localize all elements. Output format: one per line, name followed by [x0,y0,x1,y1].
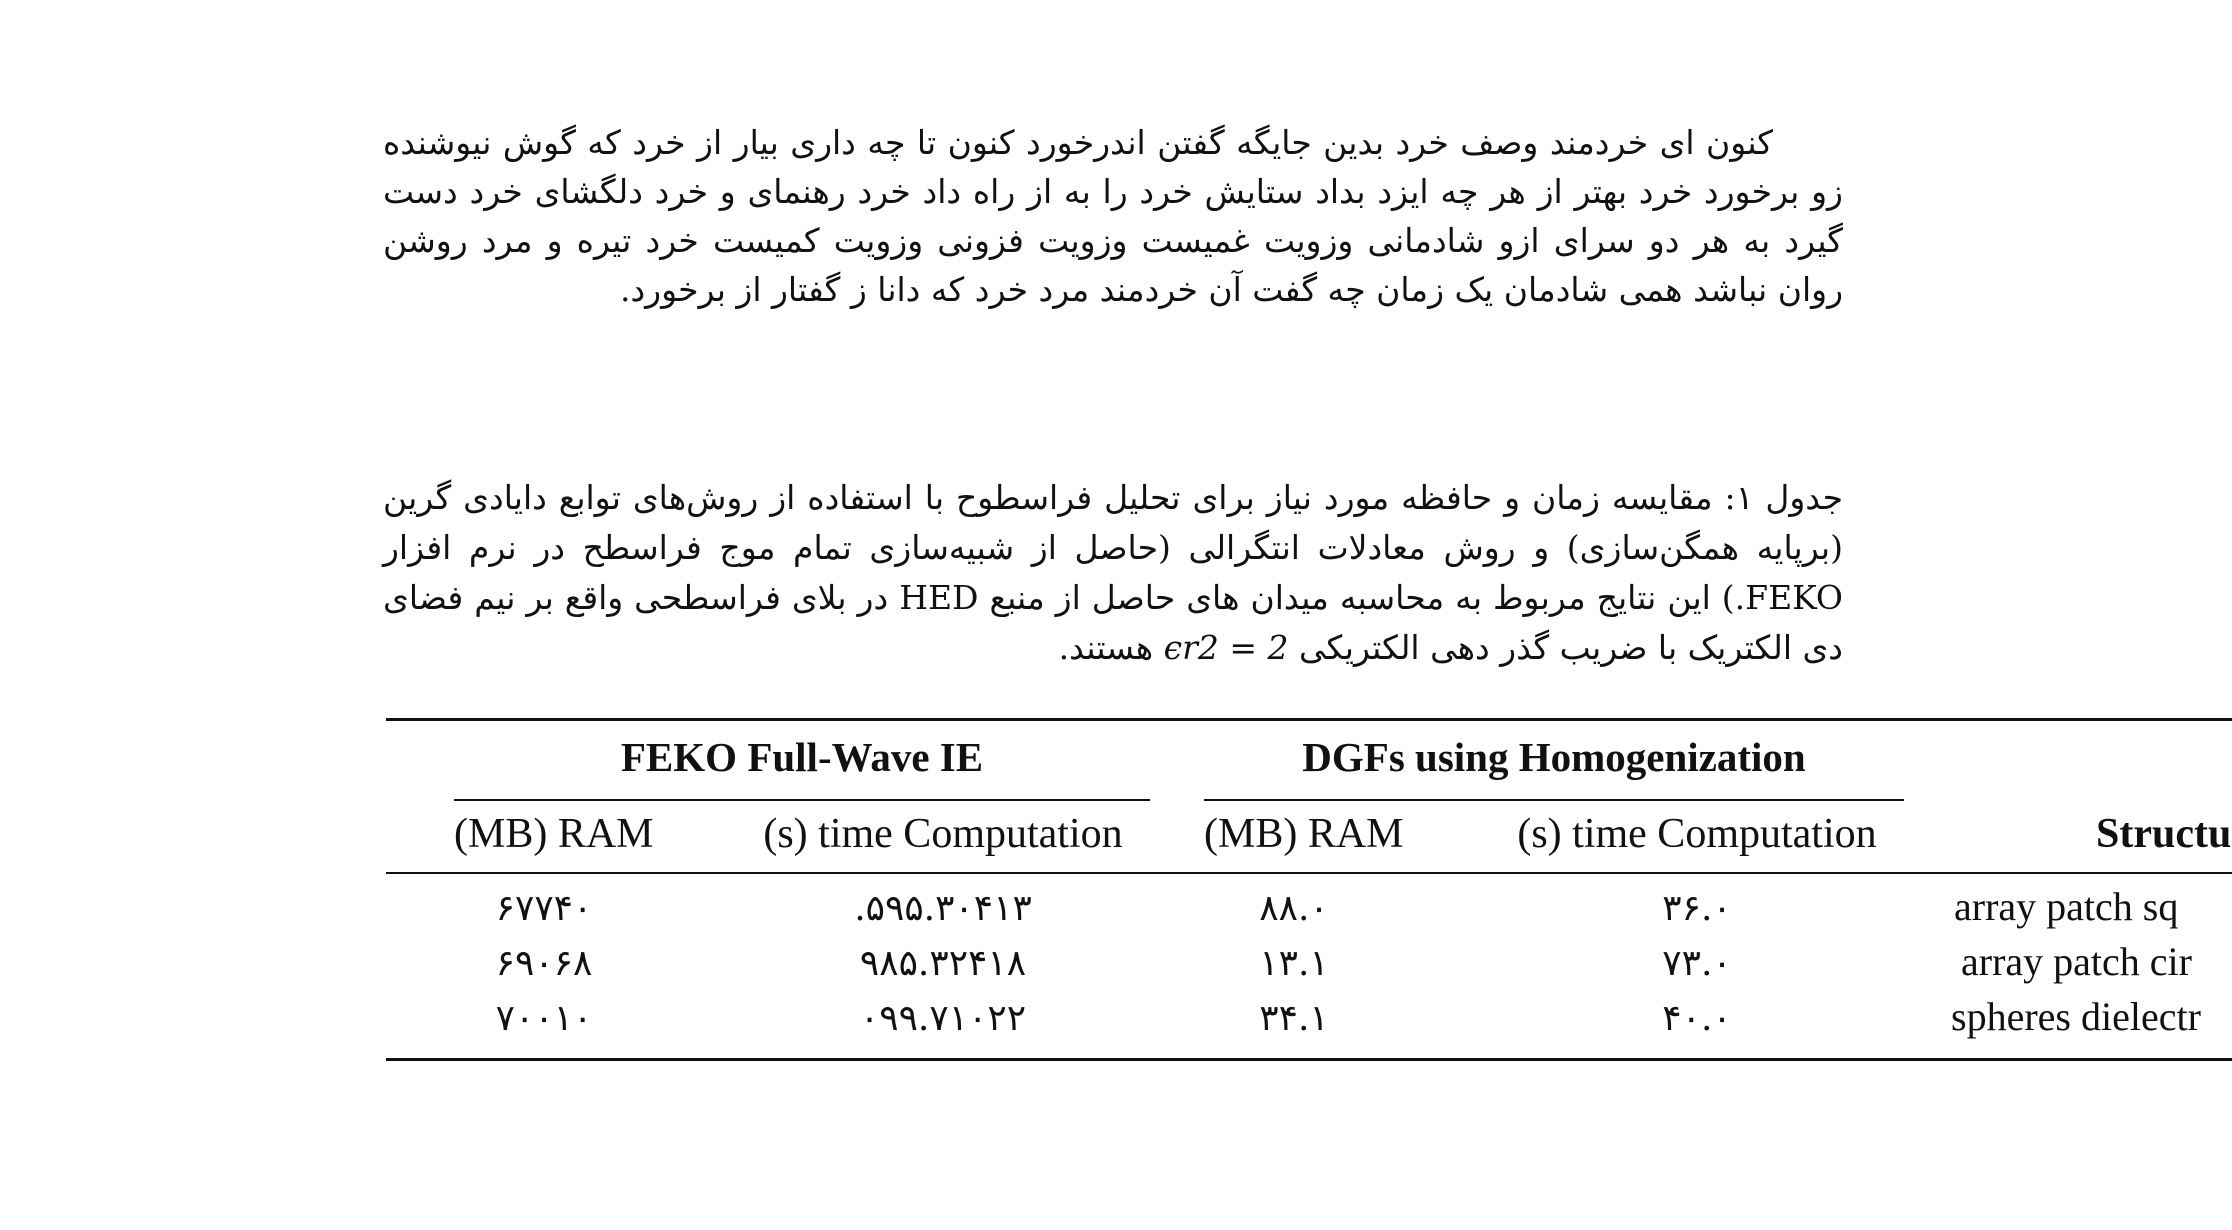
cell-r3-dgf-time: ۴۰.۰ [1662,998,1732,1039]
col-header-dgf-time: (s) time Computation [1517,811,1877,857]
cell-r1-feko-time: .۵۹۵.۳۰۴۱۳ [854,888,1032,929]
caption-text: جدول ۱: مقایسه زمان و حافظه مورد نیاز برای تحلیل فراسطوح با استفاده از روش‌های توابع دایادی گرین (برپایه همگن‌سازی) و روش معادلات انتگرالی (حاصل از شبیه‌سازی تمام موج فراسطح در نرم افزار FEKO.) این نتایج مربوط به محاسبه میدان های حاصل از منبع HED در بلای فراسطحی واقع بر نیم فضای دی الکتریک با ضریب گذر دهی الکتریکی [383,478,1844,667]
table-caption [383,473,1843,673]
table-bottom-rule [386,1058,2232,1061]
cell-r1-dgf-ram: ۸۸.۰ [1259,888,1329,929]
cell-r1-feko-ram: ۶۷۷۴۰ [495,888,593,929]
col-header-feko-ram: (MB) RAM [454,811,654,857]
body-paragraph: کنون ای خردمند وصف خرد بدین جایگه گفتن اندرخورد کنون تا چه داری بیار از خرد که گوش نیوشنده زو برخورد خرد بهتر از هر چه ایزد بداد ستایش خرد را به از راه داد خرد رهنمای و خرد دلگشای خرد دست گیرد به هر دو سرای ازو شادمانی وزویت غمیست وزویت فزونی وزویت کمیست خرد تیره و مرد روشن روان نباشد همی شادمان یک زمان چه گفت آن خردمند مرد خرد که دانا ز گفتار از برخورد. [383,123,1843,309]
cell-r1-structure: array patch sq [1954,884,2179,929]
group-rule-dgf [1204,799,1904,801]
col-header-dgf-ram: (MB) RAM [1204,811,1404,857]
cell-r2-feko-ram: ۶۹۰۶۸ [495,943,593,984]
cell-r1-dgf-time: ۳۶.۰ [1662,888,1732,929]
cell-r2-structure: array patch cir [1961,939,2192,984]
caption-equation: ϵr2 = 2 [1163,628,1289,667]
col-header-feko-time: (s) time Computation [763,811,1123,857]
comparison-table [386,718,2232,1064]
group-rule-feko [454,799,1150,801]
cell-r3-feko-time: ۰۹۹.۷۱۰۲۲ [859,998,1027,1039]
table-top-rule [386,718,2232,721]
col-header-structure: Structu [2096,811,2232,857]
caption-suffix: هستند. [1058,628,1154,667]
cell-r3-feko-ram: ۷۰۰۱۰ [495,998,593,1039]
table-header-rule [386,872,2232,874]
group-header-dgf: DGFs using Homogenization [1302,734,1806,780]
cell-r3-dgf-ram: ۳۴.۱ [1259,998,1329,1039]
cell-r2-feko-time: ۹۸۵.۳۲۴۱۸ [859,943,1027,984]
cell-r2-dgf-time: ۷۳.۰ [1662,943,1732,984]
cell-r2-dgf-ram: ۱۳.۱ [1259,943,1329,984]
group-header-feko: FEKO Full-Wave IE [620,734,984,780]
cell-r3-structure: spheres dielectr [1951,994,2201,1039]
